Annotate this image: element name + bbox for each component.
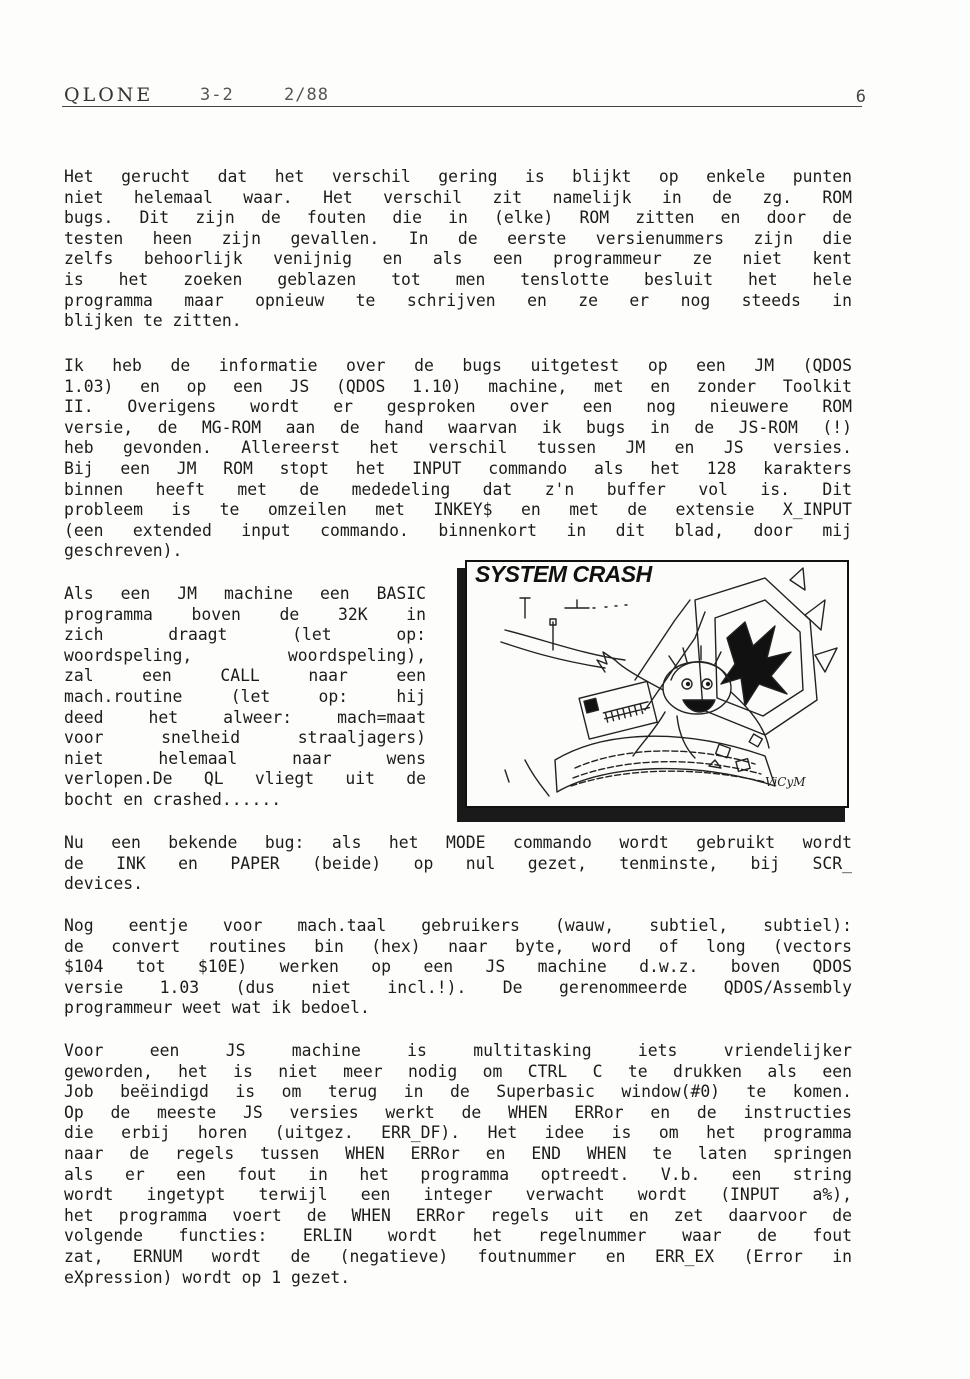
- text-line: eXpression) wordt op 1 gezet.: [64, 1267, 351, 1287]
- page-header: [62, 84, 866, 107]
- text-line: (een extended input commando. binnenkort in dit blad, door mij: [64, 520, 852, 540]
- text-line: Ik heb de informatie over de bugs uitgetest op een JM (QDOS: [64, 356, 852, 375]
- text-line: zelfs behoorlijk venijnig en als een programmeur ze niet kent: [64, 249, 852, 269]
- text-line: II. Overigens wordt er gesproken over een nog nieuwere ROM: [64, 397, 852, 417]
- paragraph-rom-bugs: [64, 167, 852, 332]
- issue-date: 2/88: [284, 85, 329, 105]
- magazine-title: QLONE: [64, 84, 154, 106]
- text-line: mach.routine (let op: hij: [64, 686, 426, 706]
- text-line: de convert routines bin (hex) naar byte, word of long (vectors: [64, 936, 852, 956]
- text-line: Op de meeste JS versies werkt de WHEN ERRor en de instructies: [64, 1102, 852, 1122]
- cartoon-computer-crash-icon: [465, 560, 849, 806]
- text-line: zal een CALL naar een: [64, 666, 426, 686]
- text-line: woordspeling, woordspeling),: [64, 645, 426, 665]
- text-line: als er een fout in het programma optreedt. V.b. een string: [64, 1164, 852, 1184]
- text-line: voor snelheid straaljagers): [64, 728, 426, 748]
- system-crash-illustration: [457, 560, 853, 822]
- text-line: naar de regels tussen WHEN ERRor en END WHEN te laten springen: [64, 1143, 852, 1163]
- figure-caption: SYSTEM CRASH: [475, 561, 652, 587]
- text-line: probleem is te omzeilen met INKEY$ en met de extensie X_INPUT: [64, 500, 852, 520]
- text-line: programma boven de 32K in: [64, 604, 426, 624]
- text-line: geschreven).: [64, 541, 183, 561]
- text-line: zich draagt (let op:: [64, 625, 426, 645]
- text-line: wordt ingetypt terwijl een integer verwacht wordt (INPUT a%),: [64, 1185, 852, 1205]
- text-line: verlopen.De QL vliegt uit de: [64, 769, 426, 789]
- text-line: programmeur weet wat ik bedoel.: [64, 998, 370, 1018]
- artist-signature: ViCyM: [765, 775, 806, 789]
- text-line: geworden, het is niet meer nodig om CTRL C te drukken als een: [64, 1061, 852, 1081]
- text-line: programma maar opnieuw te schrijven en ze er nog steeds in: [64, 290, 852, 310]
- text-line: Het gerucht dat het verschil gering is blijkt op enkele punten: [64, 167, 852, 186]
- text-line: is het zoeken geblazen tot men tenslotte besluit het hele: [64, 269, 852, 289]
- text-line: Bij een JM ROM stopt het INPUT commando als het 128 karakters: [64, 458, 852, 478]
- paragraph-jm-js-versions: [64, 356, 852, 562]
- paragraph-mode-bug: [64, 833, 852, 895]
- text-line: Nog eentje voor mach.taal gebruikers (wauw, subtiel, subtiel):: [64, 916, 852, 935]
- text-line: blijken te zitten.: [64, 311, 242, 331]
- text-line: bugs. Dit zijn de fouten die in (elke) ROM zitten en door de: [64, 208, 852, 228]
- text-line: heb gevonden. Allereerst het verschil tussen JM en JS versies.: [64, 438, 852, 458]
- page-number: 6: [855, 87, 866, 107]
- text-line: Als een JM machine een BASIC: [64, 584, 426, 603]
- text-line: die erbij horen (uitgez. ERR_DF). Het idee is om het programma: [64, 1123, 852, 1143]
- text-line: niet helemaal waar. Het verschil zit namelijk in de zg. ROM: [64, 187, 852, 207]
- text-line: $104 tot $10E) werken op een JS machine d.w.z. boven QDOS: [64, 957, 852, 977]
- paragraph-multitasking: [64, 1041, 852, 1288]
- text-line: niet helemaal naar wens: [64, 748, 426, 768]
- text-line: de INK en PAPER (beide) op nul gezet, tenminste, bij SCR_: [64, 853, 852, 873]
- paragraph-convert-routines: [64, 916, 852, 1019]
- text-line: zat, ERNUM wordt de (negatieve) foutnummer en ERR_EX (Error in: [64, 1246, 852, 1266]
- text-line: testen heen zijn gevallen. In de eerste versienummers zijn die: [64, 228, 852, 248]
- text-line: Nu een bekende bug: als het MODE commando wordt gebruikt wordt: [64, 833, 852, 852]
- text-line: bocht en crashed......: [64, 789, 282, 809]
- text-line: versie 1.03 (dus niet incl.!). De gerenommeerde QDOS/Assembly: [64, 977, 852, 997]
- text-line: binnen heeft met de mededeling dat z'n buffer vol is. Dit: [64, 479, 852, 499]
- text-line: het programma voert de WHEN ERRor regels uit en zet daarvoor de: [64, 1205, 852, 1225]
- text-line: devices.: [64, 874, 143, 894]
- text-line: Voor een JS machine is multitasking iets vriendelijker: [64, 1041, 852, 1060]
- text-line: volgende functies: ERLIN wordt het regelnummer waar de fout: [64, 1226, 852, 1246]
- text-line: deed het alweer: mach=maat: [64, 707, 426, 727]
- text-line: 1.03) en op een JS (QDOS 1.10) machine, met en zonder Toolkit: [64, 376, 852, 396]
- text-line: Job beëindigd is om terug in de Superbasic window(#0) te komen.: [64, 1082, 852, 1102]
- text-line: versie, de MG-ROM aan de hand waarvan ik bugs in de JS-ROM (!): [64, 417, 852, 437]
- issue-number: 3-2: [200, 85, 234, 105]
- paragraph-basic-crash: [64, 584, 426, 811]
